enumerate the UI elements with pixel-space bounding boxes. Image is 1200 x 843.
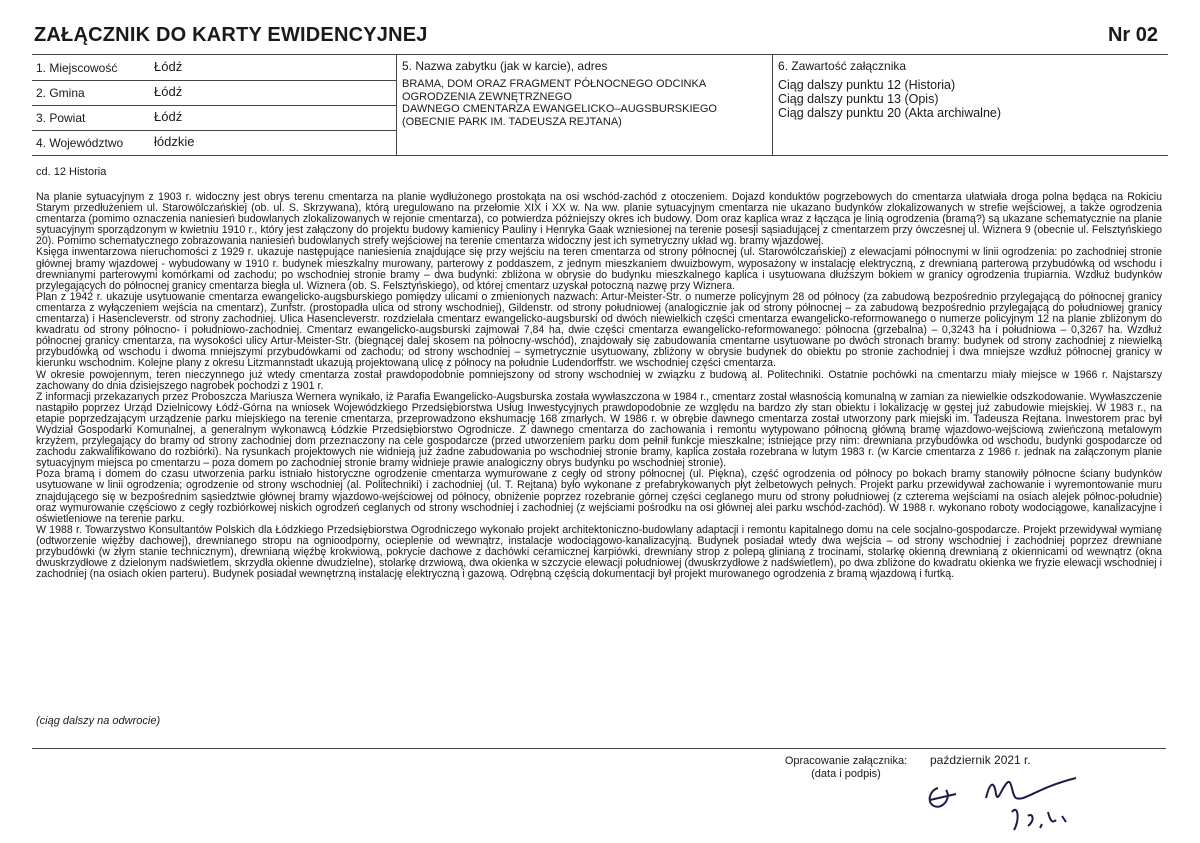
location-label: 1. Miejscowość	[36, 61, 118, 75]
monument-name-line: (OBECNIE PARK IM. TADEUSZA REJTANA)	[402, 115, 622, 128]
header-grid	[32, 54, 1168, 156]
prepared-label: Opracowanie załącznika:	[784, 755, 908, 767]
contents-item: Ciąg dalszy punktu 20 (Akta archiwalne)	[778, 106, 1002, 120]
location-row	[32, 130, 396, 155]
location-row	[32, 80, 396, 106]
paragraph: W 1988 r. Towarzystwo Konsultantów Polskich dla Łódzkiego Przedsiębiorstwa Ogrodniczego wykonało projekt architektoniczno-budowlany adaptacji i remontu kapitalnego domu na cele socjalno-gospodarcze. Projekt przewidywał wymianę (odtworzenie więźby dachowej), drewnianego stropu na ognioodporny, ocieplenie od wewnątrz, instalacje wodociągowo-kanalizacyjną. Budynek posiadał wtedy dwa wejścia – od strony wschodniej i zachodniej poprzez drewniane przybudówki (w złym stanie technicznym), drewnianą więźbę krokwiową, pokrycie dachowe z dachówki ceramicznej karpiówki, drewniany strop z polepą glinianą z trocinami, stolarkę okienną drewnianą z okiennicami od wewnątrz (okna dwuskrzydłowe z dzielonym nadświetlem, skrzydła okienne dwudzielne), stolarkę drzwiową, dwa okienka w szczycie elewacji południowej (dwuskrzydłowe z nadświetlem), po dwa zbliżone do kwadratu okienka we fryzie elewacji wschodniej i zachodniej (na osiach okien parteru). Budynek posiadał wewnętrzną instalację elektryczną i gazową. Odrębną częścią dokumentacji był projekt murowanego ogrodzenia z bramą wjazdową i furtką.	[36, 523, 1162, 581]
footer-divider	[32, 748, 1166, 749]
location-row	[32, 105, 396, 131]
location-value: Łódź	[154, 109, 183, 124]
paragraph: Poza bramą i domem do czasu utworzenia parku istniało historyczne ogrodzenie cmentarza wymurowane z cegły od strony północnej (ul. Piękna), część ogrodzenia od północy po bokach bramy stanowiły północne ściany budynków usytuowane w linii ogrodzenia; ogrodzenie od strony wschodniej (al. Politechniki) i zachodniej (ul. T. Rejtana) było wykonane z prefabrykowanych płyt żelbetowych pełnych. Projekt parku przewidywał zachowanie i wyremontowanie muru znajdującego się w bezpośrednim sąsiedztwie głównej bramy wjazdowo-wejściowej od północy, obniżenie poprzez rozebranie górnej części ceglanego muru od strony południowej (z czterema wejściami na osiach alejek północ-południe) oraz wymurowanie częściowo z cegły rozbiórkowej niskich ogrodzeń ceglanych od strony wschodniej i zachodniej (z wejściami pośrodku na osi głównej alei parku wschód-zachód). W 1988 r. wykonano roboty wodociągowe, kanalizacyjne i oświetleniowe na terenie parku.	[36, 468, 1162, 525]
location-row	[32, 55, 396, 81]
paragraph: W okresie powojennym, teren nieczynnego już wtedy cmentarza został prawdopodobnie pomniejszony od strony wschodniej w związku z budową al. Politechniki. Ostatnie pochówki na cmentarzu miały miejsce w 1966 r. Najstarszy zachowany do dnia dzisiejszego nagrobek pochodzi z 1901 r.	[36, 368, 1162, 392]
monument-name-line: BRAMA, DOM ORAZ FRAGMENT PÓŁNOCNEGO ODCINKA	[402, 78, 707, 90]
contents-item: Ciąg dalszy punktu 13 (Opis)	[778, 92, 939, 106]
monument-column	[398, 55, 773, 155]
paragraph: Plan z 1942 r. ukazuje usytuowanie cmentarza ewangelicko-augsburskiego pomiędzy ulicami o zmienionych nazwach: Artur-Meister-Str. o numerze policyjnym 28 od północy (za zabudową bezpośrednio przylegającą do północnej granicy cmentarza z wyłączeniem wejścia na cmentarz), Zunfstr. (prostopadła ulica od strony wschodniej), Gildenstr. od strony południowej (analogicznie jak od strony północnej – za zabudową bezpośrednio przylegającą do południowej granicy cmentarza) i Hasencleverstr. od strony zachodniej. Ulica Hasencleverstr. rozdzielała cmentarz ewangelicko-augsburski od dwóch niewielkich części cmentarza ewangelicko-reformowanego o numerze policyjnym 12 na planie zbliżonym do kwadratu od strony północno- i południowo-zachodniej. Cmentarz ewangelicko-augsburski zajmował 7,84 ha, dwie części cmentarza ewangelicko-reformowanego: północna (grzebalna) – 0,3243 ha i południowa – 0,3267 ha. Wzdłuż północnej granicy cmentarza, na wysokości ulicy Artur-Meister-Str. (biegnącej dalej skosem na północny-wschód), znajdowały się zabudowania cmentarne usytuowane po dwóch stronach bramy: budynek od strony zachodniej z niewielką przybudówką od wschodu i dwoma mniejszymi przybudówkami od zachodu; od strony wschodniej – symetrycznie usytuowany, zbliżony w obrysie budynek do obiektu po stronie zachodniej i dwa mniejsze wzdłuż północnej granicy w kierunku wschodnim. Kolejne plany z okresu Litzmannstadt ukazują projektowaną ulicę z północy na południe Ludendorffstr. we wschodniej części cmentarza.	[36, 290, 1162, 370]
location-label: 2. Gmina	[36, 86, 85, 100]
document-title: ZAŁĄCZNIK DO KARTY EWIDENCYJNEJ	[34, 24, 428, 46]
location-value: Łódź	[154, 84, 183, 99]
document-number: Nr 02	[1107, 24, 1158, 46]
paragraph: Z informacji przekazanych przez Proboszcza Mariusza Wernera wynikało, iż Parafia Ewangelicko-Augsburska została wywłaszczona w 1984 r., cmentarz został własnością komunalną w zamian za niewielkie odszkodowanie. Wywłaszczenie nastąpiło poprzez Urząd Dzielnicowy Łódź-Górna na wniosek Wojewódzkiego Przedsiębiorstwa Usług Inwestycyjnych prawdopodobnie ze względu na bardzo zły stan obiektu i lokalizację w gęstej już zabudowie miejskiej. W 1983 r., na etapie poprzedzającym urządzenie parku miejskiego na terenie cmentarza, przeprowadzono ekshumację 168 zmarłych. W 1986 r. w obrębie dawnego cmentarza został utworzony park miejski im. Tadeusza Rejtana. Inwestorem prac był Wydział Gospodarki Komunalnej, a generalnym wykonawcą Łódzkie Przedsiębiorstwo Ogrodnicze. Z dawnego cmentarza do zachowania i remontu wytypowano północną główną bramę wjazdowo-wejściową zwieńczoną metalowym krzyżem, przylegający do bramy od strony zachodniej dom przeznaczony na cele gospodarcze (przed utworzeniem parku dom pełnił funkcje mieszkalne; istniejące przy nim: drewniana przybudówka od wschodu, budynki gospodarcze od zachodu zakwalifikowano do rozbiórki). Na rysunkach projektowych nie widnieją już żadne zabudowania po wschodniej stronie bramy, kaplica została rozebrana w lutym 1983 r. (w Karcie cmentarza z 1986 r. jednak na załączonym planie sytuacyjnym miejsca po cmentarzu – poza domem po zachodniej stronie bramy widnieje prawie analogiczny obrys budynku po wschodniej stronie).	[36, 390, 1162, 470]
paragraph: Na planie sytuacyjnym z 1903 r. widoczny jest obrys terenu cmentarza na planie wydłużonego prostokąta na osi wschód-zachód z otoczeniem. Dojazd konduktów pogrzebowych do cmentarza ułatwiała droga polna będąca na Rokiciu Starym przedłużeniem ul. Starowólczańskiej (ob. ul. S. Skrzywana), którą uregulowano na przełomie XIX i XX w. Na ww. planie sytuacyjnym cmentarza nie ukazano budynków zlokalizowanych w strefie wejściowej, a także ogrodzenia cmentarza (pomimo oznaczenia naniesień budowlanych zlokalizowanych w rejonie cmentarza), co potwierdza późniejszy okres ich budowy. Dom oraz kaplica wraz z łącząca je linią ogrodzenia (bramą?) są ukazane schematycznie na planie sytuacyjnym sporządzonym w kwietniu 1910 r., który jest załączony do projektu budowy kamienicy Pauliny i Henryka Gaak wzniesionej na terenie posesji sąsiadującej z cmentarzem przy ówczesnej ul. Wiznera 9 (obecnie ul. Felsztyńskiego 20). Pomimo schematycznego zobrazowania naniesień budowlanych strefy wejściowej na terenie cmentarza widoczny jest ich symetryczny układ wg. bramy wjazdowej.	[36, 191, 1162, 248]
location-value: łódzkie	[154, 134, 195, 149]
monument-name-line: DAWNEGO CMENTARZA EWANGELICKO–AUGSBURSKIEGO	[402, 103, 717, 115]
paragraph: Księga inwentarzowa nieruchomości z 1929 r. ukazuje następujące naniesienia znajdujące się przy wejściu na teren cmentarza od strony północnej (ul. Starowólczańskiej) z elewacjami północnymi w linii ogrodzenia: po zachodniej stronie głównej bramy wjazdowej - wybudowany w 1910 r. budynek mieszkalny murowany, parterowy z poddaszem, z jednym mieszkaniem dwuizbowym, wyposażony w instalację elektryczną, z drewnianą parterową przybudówką od wschodu i drewnianymi parterowymi komórkami od zachodu; po wschodniej stronie bramy – dwa budynki: zbliżona w obrysie do budynku mieszkalnego kaplica i usytuowana dłuższym bokiem w granicy ogrodzenia trupiarnia. Wzdłuż budynków przylegających do północnej granicy cmentarza biegła ul. Wiznera (ob. S. Felsztyńskiego), od której cmentarz uzyskał potoczną nazwę przy Wiznera.	[36, 246, 1162, 292]
signature	[916, 768, 1096, 840]
location-label: 3. Powiat	[36, 111, 86, 125]
monument-name-line: OGRODZENIA ZEWNĘTRZNEGO	[402, 90, 572, 103]
history-text	[36, 192, 1162, 580]
prepared-sublabel: (data i podpis)	[811, 768, 881, 780]
monument-header: 5. Nazwa zabytku (jak w karcie), adres	[402, 59, 608, 73]
contents-header: 6. Zawartość załącznika	[778, 59, 907, 73]
location-column	[32, 55, 397, 155]
location-label: 4. Województwo	[36, 136, 124, 150]
prepared-by	[782, 755, 910, 781]
section-label: cd. 12 Historia	[36, 166, 107, 178]
contents-item: Ciąg dalszy punktu 12 (Historia)	[778, 78, 956, 92]
continued-note: (ciąg dalszy na odwrocie)	[36, 715, 161, 727]
prepared-date: październik 2021 r.	[930, 753, 1031, 767]
monument-name	[402, 78, 766, 128]
location-value: Łódź	[154, 59, 183, 74]
contents-column	[774, 55, 1168, 155]
contents-list	[778, 78, 1001, 120]
